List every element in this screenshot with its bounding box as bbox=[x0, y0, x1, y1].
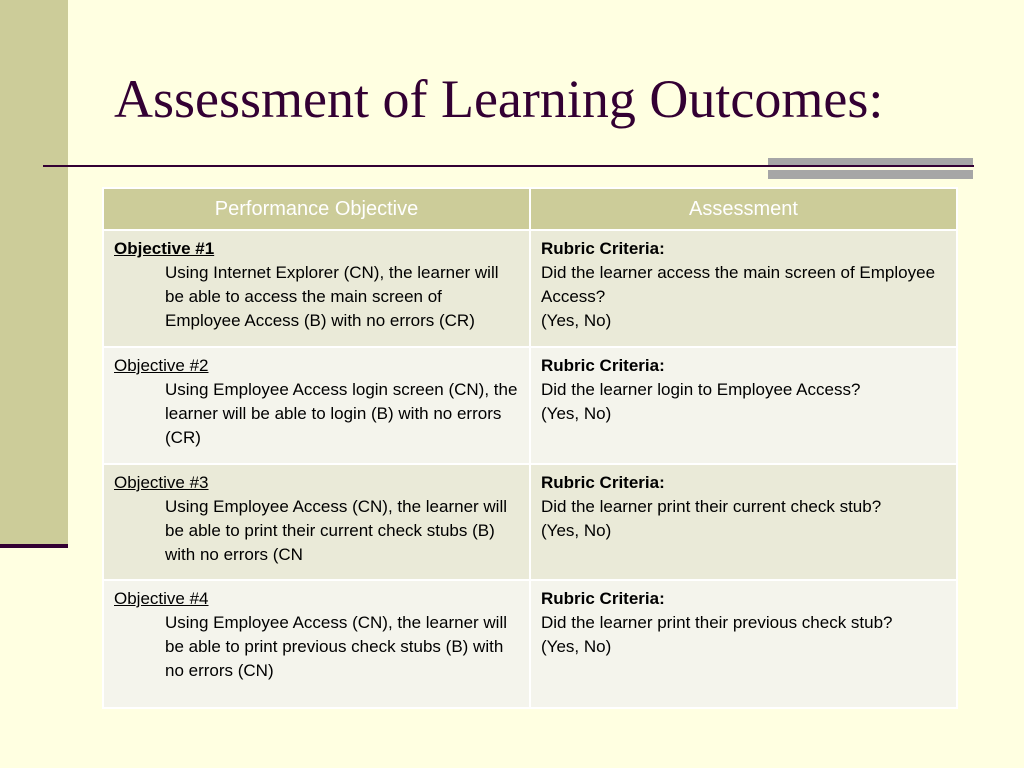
rubric-options: (Yes, No) bbox=[541, 637, 612, 656]
objective-cell bbox=[103, 580, 530, 708]
objective-label: Objective #4 bbox=[114, 589, 209, 608]
assessment-cell bbox=[530, 347, 957, 464]
objective-text: Using Internet Explorer (CN), the learner will be able to access the main screen of Employee Access (B) with no errors (CR) bbox=[165, 263, 499, 330]
table-row bbox=[103, 464, 957, 580]
left-bar-underline bbox=[0, 544, 68, 548]
assessment-cell bbox=[530, 464, 957, 580]
objective-label: Objective #2 bbox=[114, 356, 209, 375]
outcomes-table bbox=[102, 187, 958, 709]
objective-cell bbox=[103, 347, 530, 464]
table-row bbox=[103, 347, 957, 464]
header-assessment: Assessment bbox=[530, 188, 957, 230]
rubric-question: Did the learner print their previous check stub? bbox=[541, 613, 893, 632]
header-performance-objective: Performance Objective bbox=[103, 188, 530, 230]
accent-bars bbox=[768, 158, 973, 179]
objective-text: Using Employee Access (CN), the learner will be able to print previous check stubs (B) with no errors (CN) bbox=[165, 613, 508, 680]
accent-bar-bottom bbox=[768, 170, 973, 179]
table-header-row bbox=[103, 188, 957, 230]
assessment-cell bbox=[530, 230, 957, 347]
objective-text: Using Employee Access (CN), the learner will be able to print their current check stubs (B) with no errors (CN bbox=[165, 497, 508, 564]
objective-cell bbox=[103, 230, 530, 347]
rubric-label: Rubric Criteria: bbox=[541, 473, 665, 492]
table-row bbox=[103, 230, 957, 347]
assessment-cell bbox=[530, 580, 957, 708]
rubric-question: Did the learner print their current check stub? bbox=[541, 497, 882, 516]
rubric-options: (Yes, No) bbox=[541, 521, 612, 540]
rubric-options: (Yes, No) bbox=[541, 311, 612, 330]
rubric-question: Did the learner access the main screen of Employee Access? bbox=[541, 263, 936, 306]
objective-label: Objective #1 bbox=[114, 239, 215, 258]
slide-title: Assessment of Learning Outcomes: bbox=[114, 69, 884, 129]
rubric-question: Did the learner login to Employee Access? bbox=[541, 380, 861, 399]
accent-bar-top bbox=[768, 158, 973, 165]
rubric-label: Rubric Criteria: bbox=[541, 589, 665, 608]
objective-text: Using Employee Access login screen (CN), the learner will be able to login (B) with no errors (CR) bbox=[165, 380, 518, 447]
objective-label: Objective #3 bbox=[114, 473, 209, 492]
table-row bbox=[103, 580, 957, 708]
objective-cell bbox=[103, 464, 530, 580]
rubric-label: Rubric Criteria: bbox=[541, 356, 665, 375]
rubric-options: (Yes, No) bbox=[541, 404, 612, 423]
rubric-label: Rubric Criteria: bbox=[541, 239, 665, 258]
left-decorative-bar bbox=[0, 0, 68, 546]
